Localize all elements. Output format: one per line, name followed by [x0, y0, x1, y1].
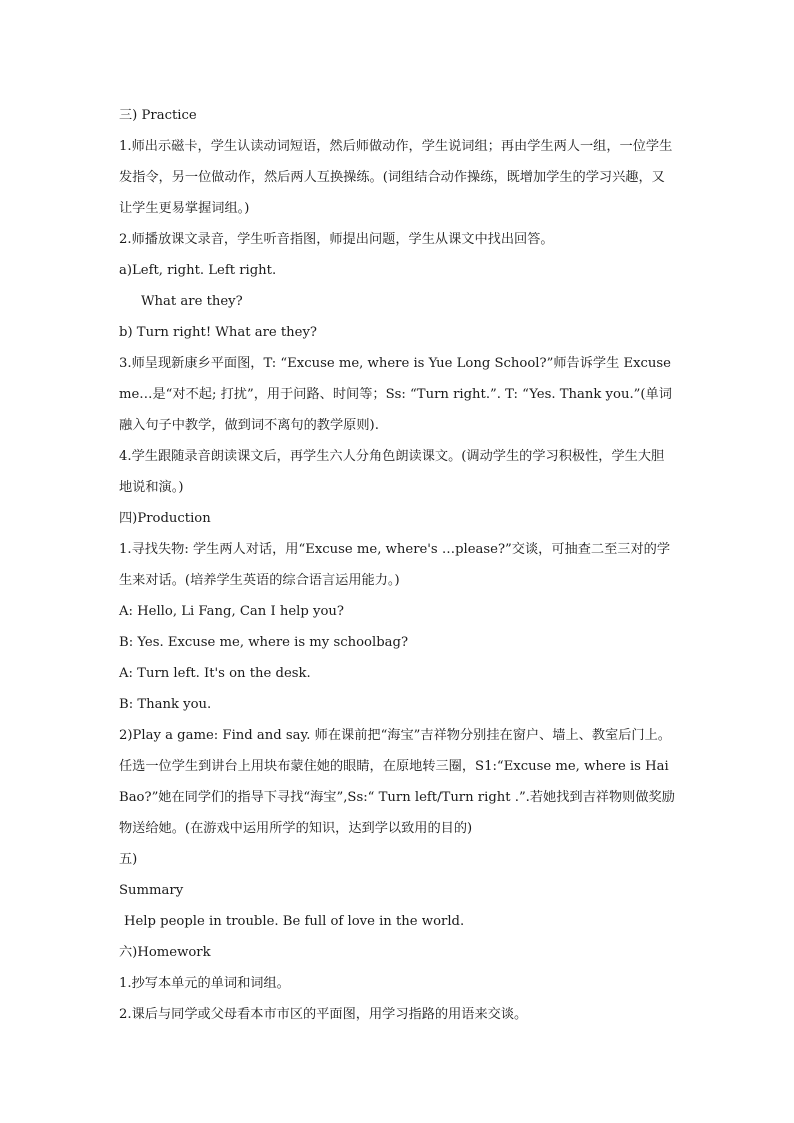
summary-text: Help people in trouble. Be full of love in the world. [124, 914, 465, 929]
practice-step-3: 3.师呈现新康乡平面图，T: “Excuse me, where is Yue Long School?”师告诉学生 Excuse me…是“对不起; 打扰”，用于问路、时间等；Ss: “Turn right.”. T: “Yes. Thank you.”(单词融入句子中教学，做到词不离句的教学原则). [119, 356, 672, 433]
practice-step-2b: b) Turn right! What are they? [119, 325, 317, 340]
homework-item-1: 1.抄写本单元的单词和词组。 [119, 976, 290, 991]
dialogue-line-b1: B: Yes. Excuse me, where is my schoolbag? [119, 635, 409, 650]
production-step-2: 2)Play a game: Find and say. 师在课前把“海宝”吉祥物分别挂在窗户、墙上、教室后门上。任选一位学生到讲台上用块布蒙住她的眼睛，在原地转三圈，S1:“Excuse me, where is Hai Bao?”她在同学们的指导下寻找“海宝”,Ss:“ Turn left/Turn right .”.若她找到吉祥物则做奖励物送给她。(在游戏中运用所学的知识，达到学以致用的目的) [119, 728, 675, 836]
dialogue-line-b2: B: Thank you. [119, 697, 212, 712]
practice-step-2a: a)Left, right. Left right. [119, 263, 277, 278]
practice-step-1: 1.师出示磁卡，学生认读动词短语，然后师做动作，学生说词组；再由学生两人一组，一位学生发指令，另一位做动作，然后两人互换操练。(词组结合动作操练，既增加学生的学习兴趣，又让学生更易掌握词组。) [119, 139, 673, 216]
practice-step-2a-question: What are they? [141, 294, 243, 309]
section-heading-homework: 六)Homework [119, 945, 211, 960]
section-heading-five: 五) [119, 852, 138, 867]
document-body [119, 100, 677, 1030]
section-heading-practice: 三) Practice [119, 108, 197, 123]
practice-step-4: 4.学生跟随录音朗读课文后，再学生六人分角色朗读课文。(调动学生的学习积极性，学生大胆地说和演。) [119, 449, 665, 495]
practice-step-2: 2.师播放课文录音，学生听音指图，师提出问题，学生从课文中找出回答。 [119, 232, 554, 247]
section-heading-production: 四)Production [119, 511, 211, 526]
production-step-1: 1.寻找失物: 学生两人对话，用“Excuse me, where's …please?”交谈，可抽查二至三对的学生来对话。(培养学生英语的综合语言运用能力。) [119, 542, 671, 588]
dialogue-line-a1: A: Hello, Li Fang, Can I help you? [119, 604, 344, 619]
homework-item-2: 2.课后与同学或父母看本市市区的平面图，用学习指路的用语来交谈。 [119, 1007, 528, 1022]
dialogue-line-a2: A: Turn left. It's on the desk. [119, 666, 311, 681]
summary-heading: Summary [119, 883, 184, 898]
